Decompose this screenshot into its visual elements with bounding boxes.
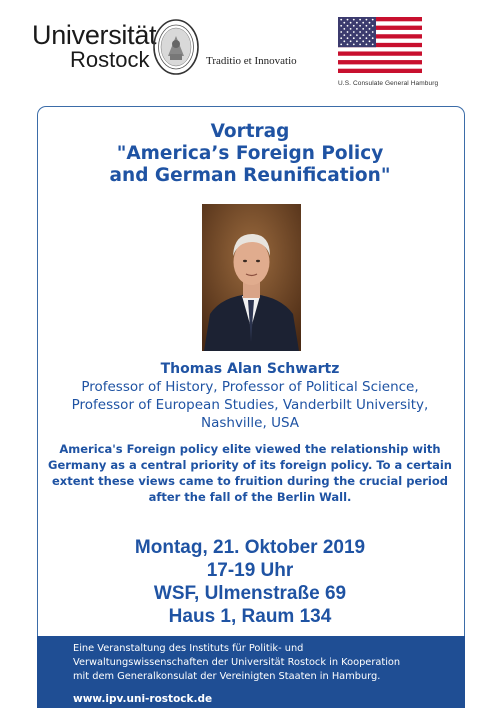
title-line-3: and German Reunification"	[109, 165, 391, 186]
lecture-abstract: America's Foreign policy elite viewed the relationship with Germany as a central priority of its foreign policy. To a certain extent these views came to fruition during the crucial period after the fall of the Berlin Wall.	[48, 442, 452, 504]
university-seal-icon	[152, 18, 200, 76]
event-time: 17-19 Uhr	[206, 560, 294, 581]
speaker-title-line: Nashville, USA	[200, 415, 300, 431]
speaker-portrait	[202, 204, 301, 351]
lecture-title	[0, 121, 500, 187]
university-motto: Traditio et Innovatio	[206, 55, 297, 67]
event-location: WSF, Ulmenstraße 69	[153, 583, 347, 604]
footer-line: Verwaltungswissenschaften der Universität Rostock in Kooperation	[73, 657, 401, 668]
speaker-title-line: Professor of History, Professor of Political Science,	[81, 379, 419, 395]
consulate-caption: U.S. Consulate General Hamburg	[338, 80, 439, 87]
event-details	[0, 536, 500, 628]
footer-line: Eine Veranstaltung des Instituts für Politik- und	[73, 643, 304, 654]
footer-description	[73, 642, 400, 684]
speaker-name: Thomas Alan Schwartz	[160, 361, 340, 377]
footer-line: mit dem Generalkonsulat der Vereinigten Staaten in Hamburg.	[73, 671, 381, 682]
title-line-2: "America’s Foreign Policy	[116, 143, 384, 164]
footer	[37, 636, 465, 708]
speaker-titles	[0, 378, 500, 432]
footer-website-link[interactable]: www.ipv.uni-rostock.de	[73, 693, 213, 705]
university-name: Universität	[32, 20, 157, 50]
event-date: Montag, 21. Oktober 2019	[134, 537, 366, 558]
title-line-1: Vortrag	[210, 121, 290, 142]
event-room: Haus 1, Raum 134	[168, 606, 332, 627]
university-logo	[32, 22, 156, 71]
header	[0, 0, 500, 105]
speaker-title-line: Professor of European Studies, Vanderbilt University,	[71, 397, 429, 413]
university-city: Rostock	[70, 47, 150, 72]
us-flag-icon	[338, 17, 422, 73]
